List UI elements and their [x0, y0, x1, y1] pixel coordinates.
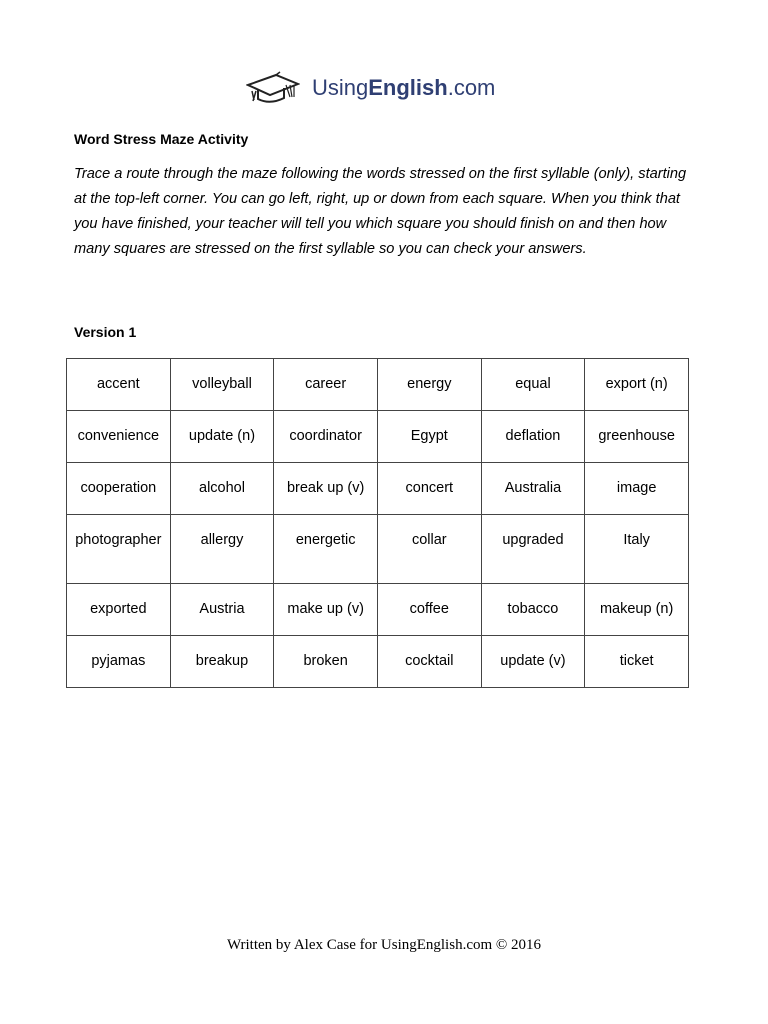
maze-cell: make up (v)	[274, 584, 378, 636]
maze-cell: accent	[67, 359, 171, 411]
maze-cell: ticket	[585, 636, 689, 688]
maze-cell: deflation	[481, 411, 585, 463]
logo	[246, 68, 536, 108]
maze-cell: collar	[377, 515, 481, 584]
maze-cell: allergy	[170, 515, 274, 584]
maze-cell: Egypt	[377, 411, 481, 463]
maze-cell: breakup	[170, 636, 274, 688]
maze-cell: Italy	[585, 515, 689, 584]
maze-cell: pyjamas	[67, 636, 171, 688]
maze-cell: coordinator	[274, 411, 378, 463]
maze-cell: update (n)	[170, 411, 274, 463]
maze-cell: cocktail	[377, 636, 481, 688]
maze-cell: upgraded	[481, 515, 585, 584]
maze-cell: greenhouse	[585, 411, 689, 463]
maze-cell: coffee	[377, 584, 481, 636]
maze-cell: equal	[481, 359, 585, 411]
maze-cell: cooperation	[67, 463, 171, 515]
version-label: Version 1	[74, 324, 137, 340]
maze-row	[67, 411, 689, 463]
maze-cell: exported	[67, 584, 171, 636]
word-maze-table	[66, 358, 689, 688]
graduation-cap-icon	[246, 71, 300, 105]
maze-cell: break up (v)	[274, 463, 378, 515]
maze-row	[67, 359, 689, 411]
maze-cell: tobacco	[481, 584, 585, 636]
maze-cell: energetic	[274, 515, 378, 584]
maze-cell: makeup (n)	[585, 584, 689, 636]
page-title: Word Stress Maze Activity	[74, 131, 249, 147]
maze-cell: alcohol	[170, 463, 274, 515]
maze-cell: convenience	[67, 411, 171, 463]
footer-credit: Written by Alex Case for UsingEnglish.com © 2016	[226, 937, 542, 953]
logo-text: UsingEnglish.com	[312, 75, 496, 100]
maze-cell: volleyball	[170, 359, 274, 411]
maze-cell: career	[274, 359, 378, 411]
maze-cell: update (v)	[481, 636, 585, 688]
maze-row	[67, 463, 689, 515]
maze-cell: export (n)	[585, 359, 689, 411]
maze-cell: photographer	[67, 515, 171, 584]
maze-row	[67, 515, 689, 584]
maze-cell: concert	[377, 463, 481, 515]
maze-cell: Australia	[481, 463, 585, 515]
instructions: Trace a route through the maze following the words stressed on the first syllable (only), starting at the top-left corner. You can go left, right, up or down from each square. When you think that you have finished, your teacher will tell you which square you should finish on and then how many squares are stressed on the first syllable so you can check your answers.	[74, 166, 687, 257]
maze-cell: broken	[274, 636, 378, 688]
maze-cell: image	[585, 463, 689, 515]
maze-row	[67, 636, 689, 688]
maze-cell: energy	[377, 359, 481, 411]
maze-row	[67, 584, 689, 636]
maze-cell: Austria	[170, 584, 274, 636]
